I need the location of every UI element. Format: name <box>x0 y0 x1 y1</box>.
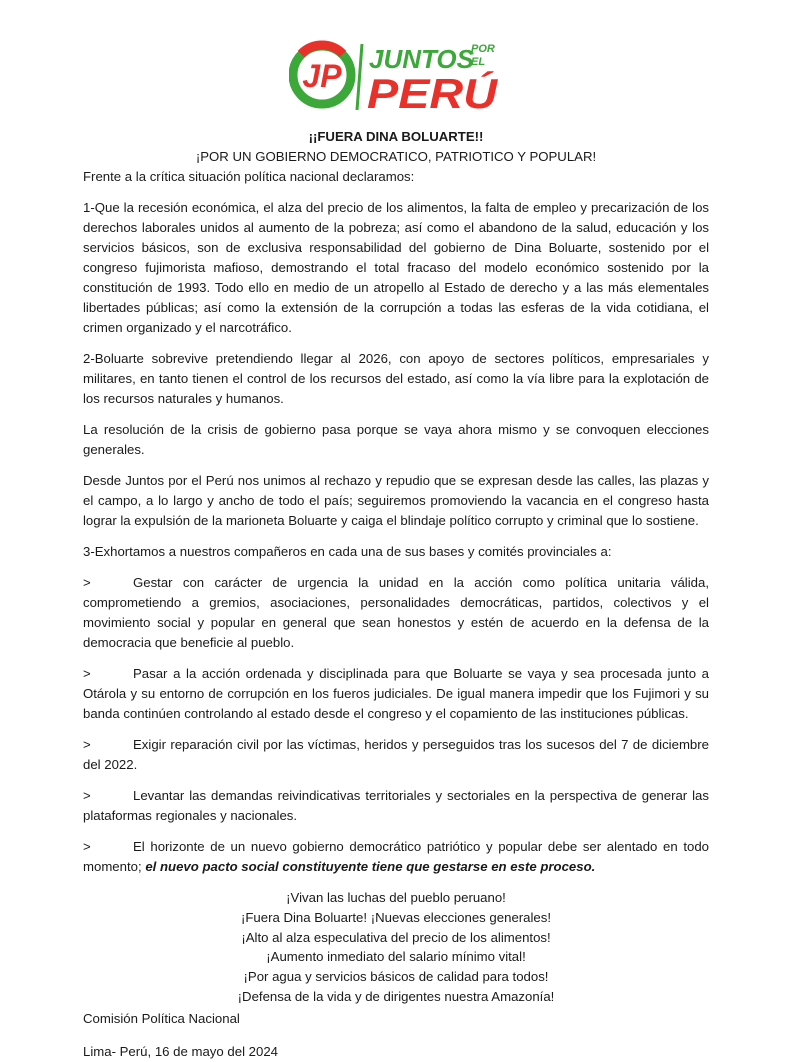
list-item-text: Exigir reparación civil por las víctimas, heridos y perseguidos tras los sucesos del 7 de diciembre del 2022. <box>83 737 709 772</box>
logo-divider <box>357 44 362 110</box>
list-item-emphasis: el nuevo pacto social constituyente tiene que gestarse en este proceso. <box>145 859 596 874</box>
logo-word-juntos: JUNTOS <box>369 44 474 74</box>
logo-monogram: JP <box>302 58 342 94</box>
paragraph-2: 2-Boluarte sobrevive pretendiendo llegar al 2026, con apoyo de sectores políticos, empresariales y militares, en tanto tienen el control de los recursos del estado, así como la vía libre para la explotación de los recursos naturales y humanos. <box>83 351 709 406</box>
bullet-marker: > <box>83 788 91 803</box>
slogan: ¡Aumento inmediato del salario mínimo vital! <box>266 949 526 965</box>
list-item <box>83 573 709 653</box>
list-item <box>83 786 709 826</box>
bullet-marker: > <box>83 575 91 590</box>
list-item-text: Gestar con carácter de urgencia la unidad en la acción como política unitaria válida, comprometiendo a gremios, asociaciones, personalidades democráticas, partidos, colectivos y el movimiento social y popular en general que sean honestos y estén de acuerdo en la defensa de la democracia que beneficie al pueblo. <box>83 575 709 650</box>
slogans-block <box>83 888 709 1007</box>
paragraph-4: Desde Juntos por el Perú nos unimos al rechazo y repudio que se expresan desde las calles, las plazas y el campo, a lo largo y ancho de todo el país; seguiremos promoviendo la vacancia en el congreso hasta lograr la expulsión de la marioneta Boluarte y caiga el blindaje político corrupto y criminal que lo sostiene. <box>83 473 709 528</box>
intro-paragraph: Frente a la crítica situación política nacional declaramos: <box>83 169 415 184</box>
paragraph-5: 3-Exhortamos a nuestros compañeros en cada una de sus bases y comités provinciales a: <box>83 544 612 559</box>
slogan: ¡Defensa de la vida y de dirigentes nuestra Amazonía! <box>237 988 555 1004</box>
party-logo-graphic <box>289 30 509 116</box>
list-item-text: Levantar las demandas reivindicativas territoriales y sectoriales en la perspectiva de generar las plataformas regionales y nacionales. <box>83 788 709 823</box>
paragraph-3: La resolución de la crisis de gobierno pasa porque se vaya ahora mismo y se convoquen elecciones generales. <box>83 422 709 457</box>
slogan: ¡Fuera Dina Boluarte! ¡Nuevas elecciones generales! <box>240 909 552 925</box>
slogan: ¡Por agua y servicios básicos de calidad para todos! <box>243 969 549 985</box>
slogan: ¡Alto al alza especulativa del precio de los alimentos! <box>241 929 551 945</box>
bullet-marker: > <box>83 839 91 854</box>
list-item <box>83 664 709 724</box>
bullet-marker: > <box>83 737 91 752</box>
party-logo <box>289 30 509 116</box>
list-item <box>83 735 709 775</box>
bullet-marker: > <box>83 666 91 681</box>
document-subtitle: ¡POR UN GOBIERNO DEMOCRATICO, PATRIOTICO Y POPULAR! <box>195 149 597 164</box>
paragraph-1: 1-Que la recesión económica, el alza del precio de los alimentos, la falta de empleo y precarización de los derechos laborales unidos al aumento de la pobreza; así como el abandono de la salud, educación y los servicios básicos, son de exclusiva responsabilidad del gobierno de Dina Boluarte, sostenido por el congreso fujimorista mafioso, demostrando el total fracaso del modelo económico sostenido por la constitución de 1993. Todo ello en medio de un atropello al Estado de derecho y a las más elementales libertades públicas; así como la extensión de la corrupción a todas las esferas de la vida cotidiana, el crimen organizado y el narcotráfico. <box>83 200 709 335</box>
document-body <box>83 127 709 1062</box>
logo-word-por: POR <box>471 43 495 55</box>
document-title: ¡¡FUERA DINA BOLUARTE!! <box>308 129 484 144</box>
list-item <box>83 837 709 877</box>
logo-word-peru: PERÚ <box>367 70 499 116</box>
document-date: Lima- Perú, 16 de mayo del 2024 <box>83 1043 278 1059</box>
logo-word-el: EL <box>471 56 486 68</box>
list-item-text: El horizonte de un nuevo gobierno democrático patriótico y popular debe ser alentado en todo momento; <box>83 839 709 874</box>
slogan: ¡Vivan las luchas del pueblo peruano! <box>286 890 506 905</box>
signature: Comisión Política Nacional <box>83 1010 240 1026</box>
list-item-text: Pasar a la acción ordenada y disciplinada para que Boluarte se vaya y sea procesada junto a Otárola y su entorno de corrupción en los fueros judiciales. De igual manera impedir que los Fujimori y su banda continúen controlando al estado desde el congreso y el copamiento de las instituciones públicas. <box>83 666 709 721</box>
